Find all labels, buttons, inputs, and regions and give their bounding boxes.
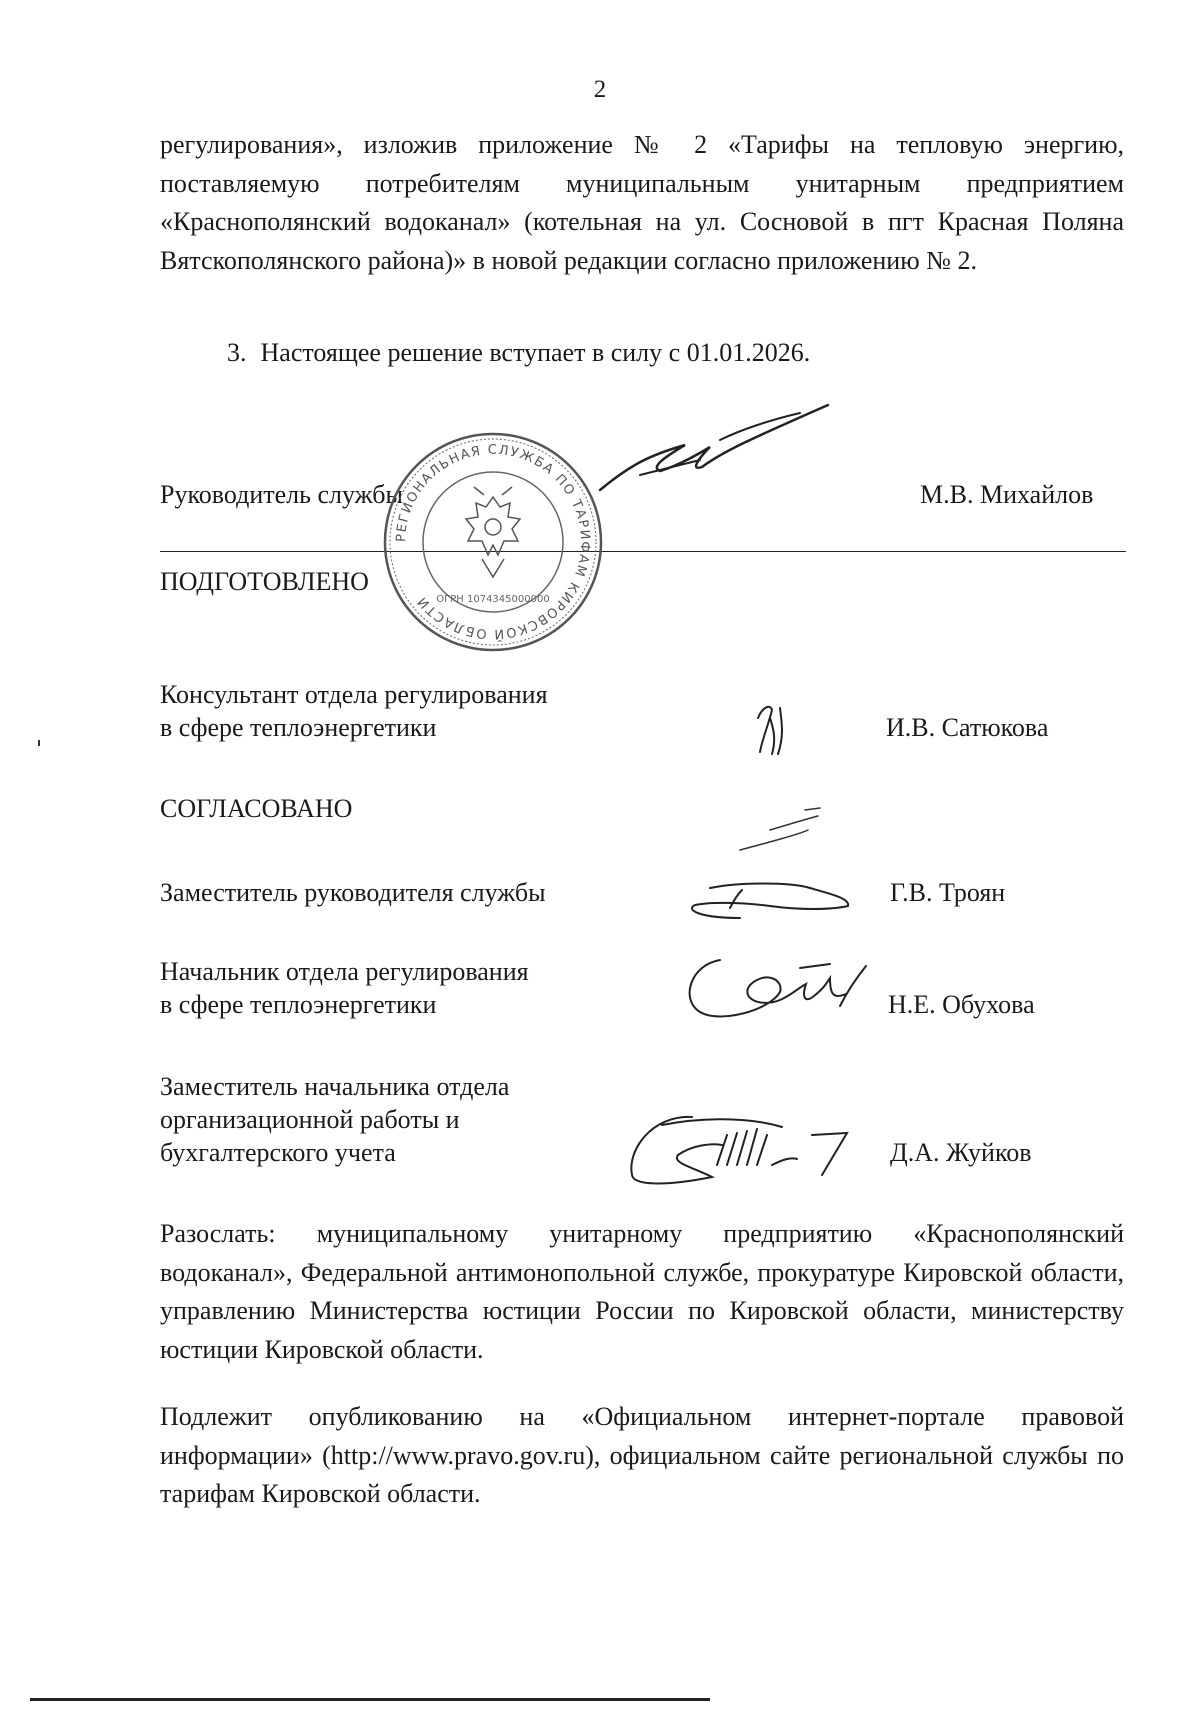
satyukova-signature — [740, 688, 800, 758]
signer-3-title-line-2: организационной работы и — [160, 1105, 460, 1134]
signer-3-title-line-1: Заместитель начальника отдела — [160, 1072, 510, 1101]
signer-2-title-line-2: в сфере теплоэнергетики — [160, 990, 437, 1019]
obukhova-signature — [680, 940, 880, 1030]
intro-paragraph: регулирования», изложив приложение № 2 «Тарифы на тепловую энергию, поставляемую потребителям муниципальным унитарным предприятием «Краснополянский водоканал» (котельная на ул. Сосновой в пгт Красная Поляна Вятскополянского района)» в новой редакции согласно приложению № 2. — [160, 130, 1124, 275]
signer-1-title: Заместитель руководителя службы — [160, 878, 546, 907]
head-signature — [590, 395, 840, 510]
scan-speck — [38, 740, 40, 746]
item-3 — [227, 338, 810, 368]
item-3-text: Настоящее решение вступает в силу с 01.01.2026. — [260, 338, 811, 367]
signer-2-title-line-1: Начальник отдела регулирования — [160, 957, 529, 986]
signer-1-name: Г.В. Троян — [890, 878, 1006, 907]
head-title: Руководитель службы — [160, 480, 403, 509]
distribution-list: Разослать: муниципальному унитарному предприятию «Краснополянский водоканал», Федеральной антимонопольной службе, прокуратуре Кировской области, управлению Министерства юстиции России по Кировской области, министерству юстиции Кировской области. — [160, 1219, 1124, 1364]
signer-3-name: Д.А. Жуйков — [890, 1138, 1032, 1167]
head-name: М.В. Михайлов — [920, 480, 1094, 509]
item-3-number: 3. — [227, 338, 247, 367]
separator-line — [160, 551, 1126, 552]
troyan-signature — [680, 790, 880, 940]
prepared-title-line-2: в сфере теплоэнергетики — [160, 713, 437, 742]
prepared-title-line-1: Консультант отдела регулирования — [160, 680, 548, 709]
stamp-inner-text: ОГРН 1074345000000 — [436, 594, 550, 605]
footer-line — [30, 1698, 710, 1701]
stamp-ring-text: РЕГИОНАЛЬНАЯ СЛУЖБА ПО ТАРИФАМ КИРОВСКОЙ ОБЛАСТИ — [393, 442, 593, 642]
signer-2-name: Н.Е. Обухова — [888, 990, 1035, 1019]
page-number: 2 — [593, 76, 607, 103]
prepared-heading: ПОДГОТОВЛЕНО — [160, 567, 369, 596]
publication-notice: Подлежит опубликованию на «Официальном интернет-портале правовой информации» (http://www.pravo.gov.ru), официальном сайте региональной службы по тарифам Кировской области. — [160, 1402, 1124, 1508]
signer-3-title-line-3: бухгалтерского учета — [160, 1138, 396, 1167]
zhuikov-signature — [622, 1105, 872, 1195]
official-stamp — [378, 427, 608, 657]
prepared-name: И.В. Сатюкова — [886, 713, 1049, 742]
emblem-icon — [466, 487, 520, 577]
agreed-heading: СОГЛАСОВАНО — [160, 794, 353, 823]
